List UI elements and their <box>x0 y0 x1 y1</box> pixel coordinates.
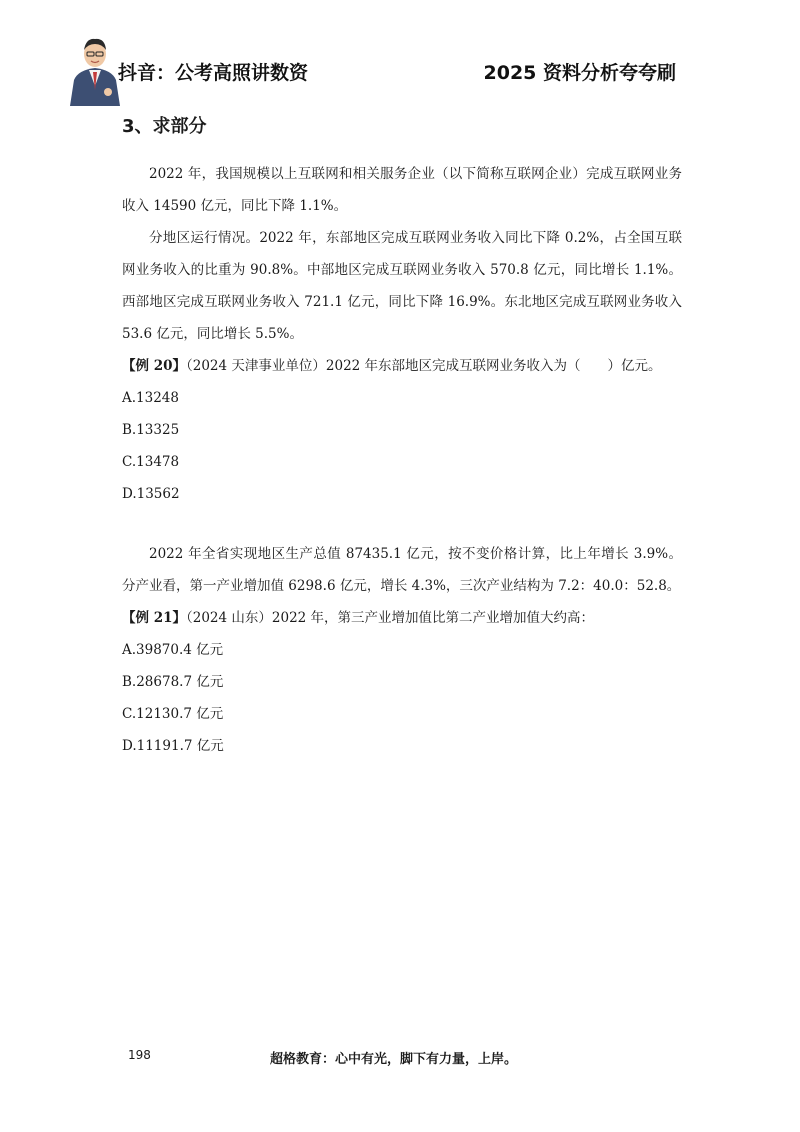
section-title: 3、求部分 <box>122 116 207 137</box>
question-21-option-c: C.12130.7 亿元 <box>122 706 224 722</box>
passage-2 <box>122 538 682 762</box>
avatar <box>64 30 126 106</box>
question-20-option-a: A.13248 <box>122 390 179 406</box>
page-header <box>0 28 800 108</box>
page-number: 198 <box>128 1048 151 1062</box>
question-20-option-b: B.13325 <box>122 422 180 438</box>
question-20-tag: 【例 20】 <box>122 358 186 374</box>
question-20-option-d: D.13562 <box>122 486 180 502</box>
presenter-photo-icon <box>64 30 126 106</box>
question-20-option-c: C.13478 <box>122 454 180 470</box>
question-21-option-b: B.28678.7 亿元 <box>122 674 224 690</box>
question-21-option-a: A.39870.4 亿元 <box>122 642 224 658</box>
question-21-option-d: D.11191.7 亿元 <box>122 738 224 754</box>
passage-2-para-1: 2022 年全省实现地区生产总值 87435.1 亿元，按不变价格计算，比上年增长 3.9%。分产业看，第一产业增加值 6298.6 亿元，增长 4.3%，三次产业结构为 7.2：40.0：52.8。 <box>122 546 682 594</box>
question-20-text: （2024 天津事业单位）2022 年东部地区完成互联网业务收入为（ ）亿元。 <box>186 358 662 374</box>
footer-slogan: 超格教育：心中有光，脚下有力量，上岸。 <box>270 1052 518 1067</box>
question-21-text: （2024 山东）2022 年，第三产业增加值比第二产业增加值大约高： <box>186 610 595 626</box>
passage-1-para-2: 分地区运行情况。2022 年，东部地区完成互联网业务收入同比下降 0.2%，占全国互联网业务收入的比重为 90.8%。中部地区完成互联网业务收入 570.8 亿元，同比增长 1.1%。西部地区完成互联网业务收入 721.1 亿元，同比下降 16.9%。东北地区完成互联网业务收入 53.6 亿元，同比增长 5.5%。 <box>122 230 682 342</box>
question-21-tag: 【例 21】 <box>122 610 186 626</box>
book-title: 2025 资料分析夸夸刷 <box>483 62 676 84</box>
passage-1 <box>122 158 682 510</box>
channel-name: 抖音：公考高照讲数资 <box>118 62 309 84</box>
passage-1-para-1: 2022 年，我国规模以上互联网和相关服务企业（以下简称互联网企业）完成互联网业务收入 14590 亿元，同比下降 1.1%。 <box>122 166 682 214</box>
question-21 <box>122 602 682 634</box>
question-20 <box>122 350 682 382</box>
